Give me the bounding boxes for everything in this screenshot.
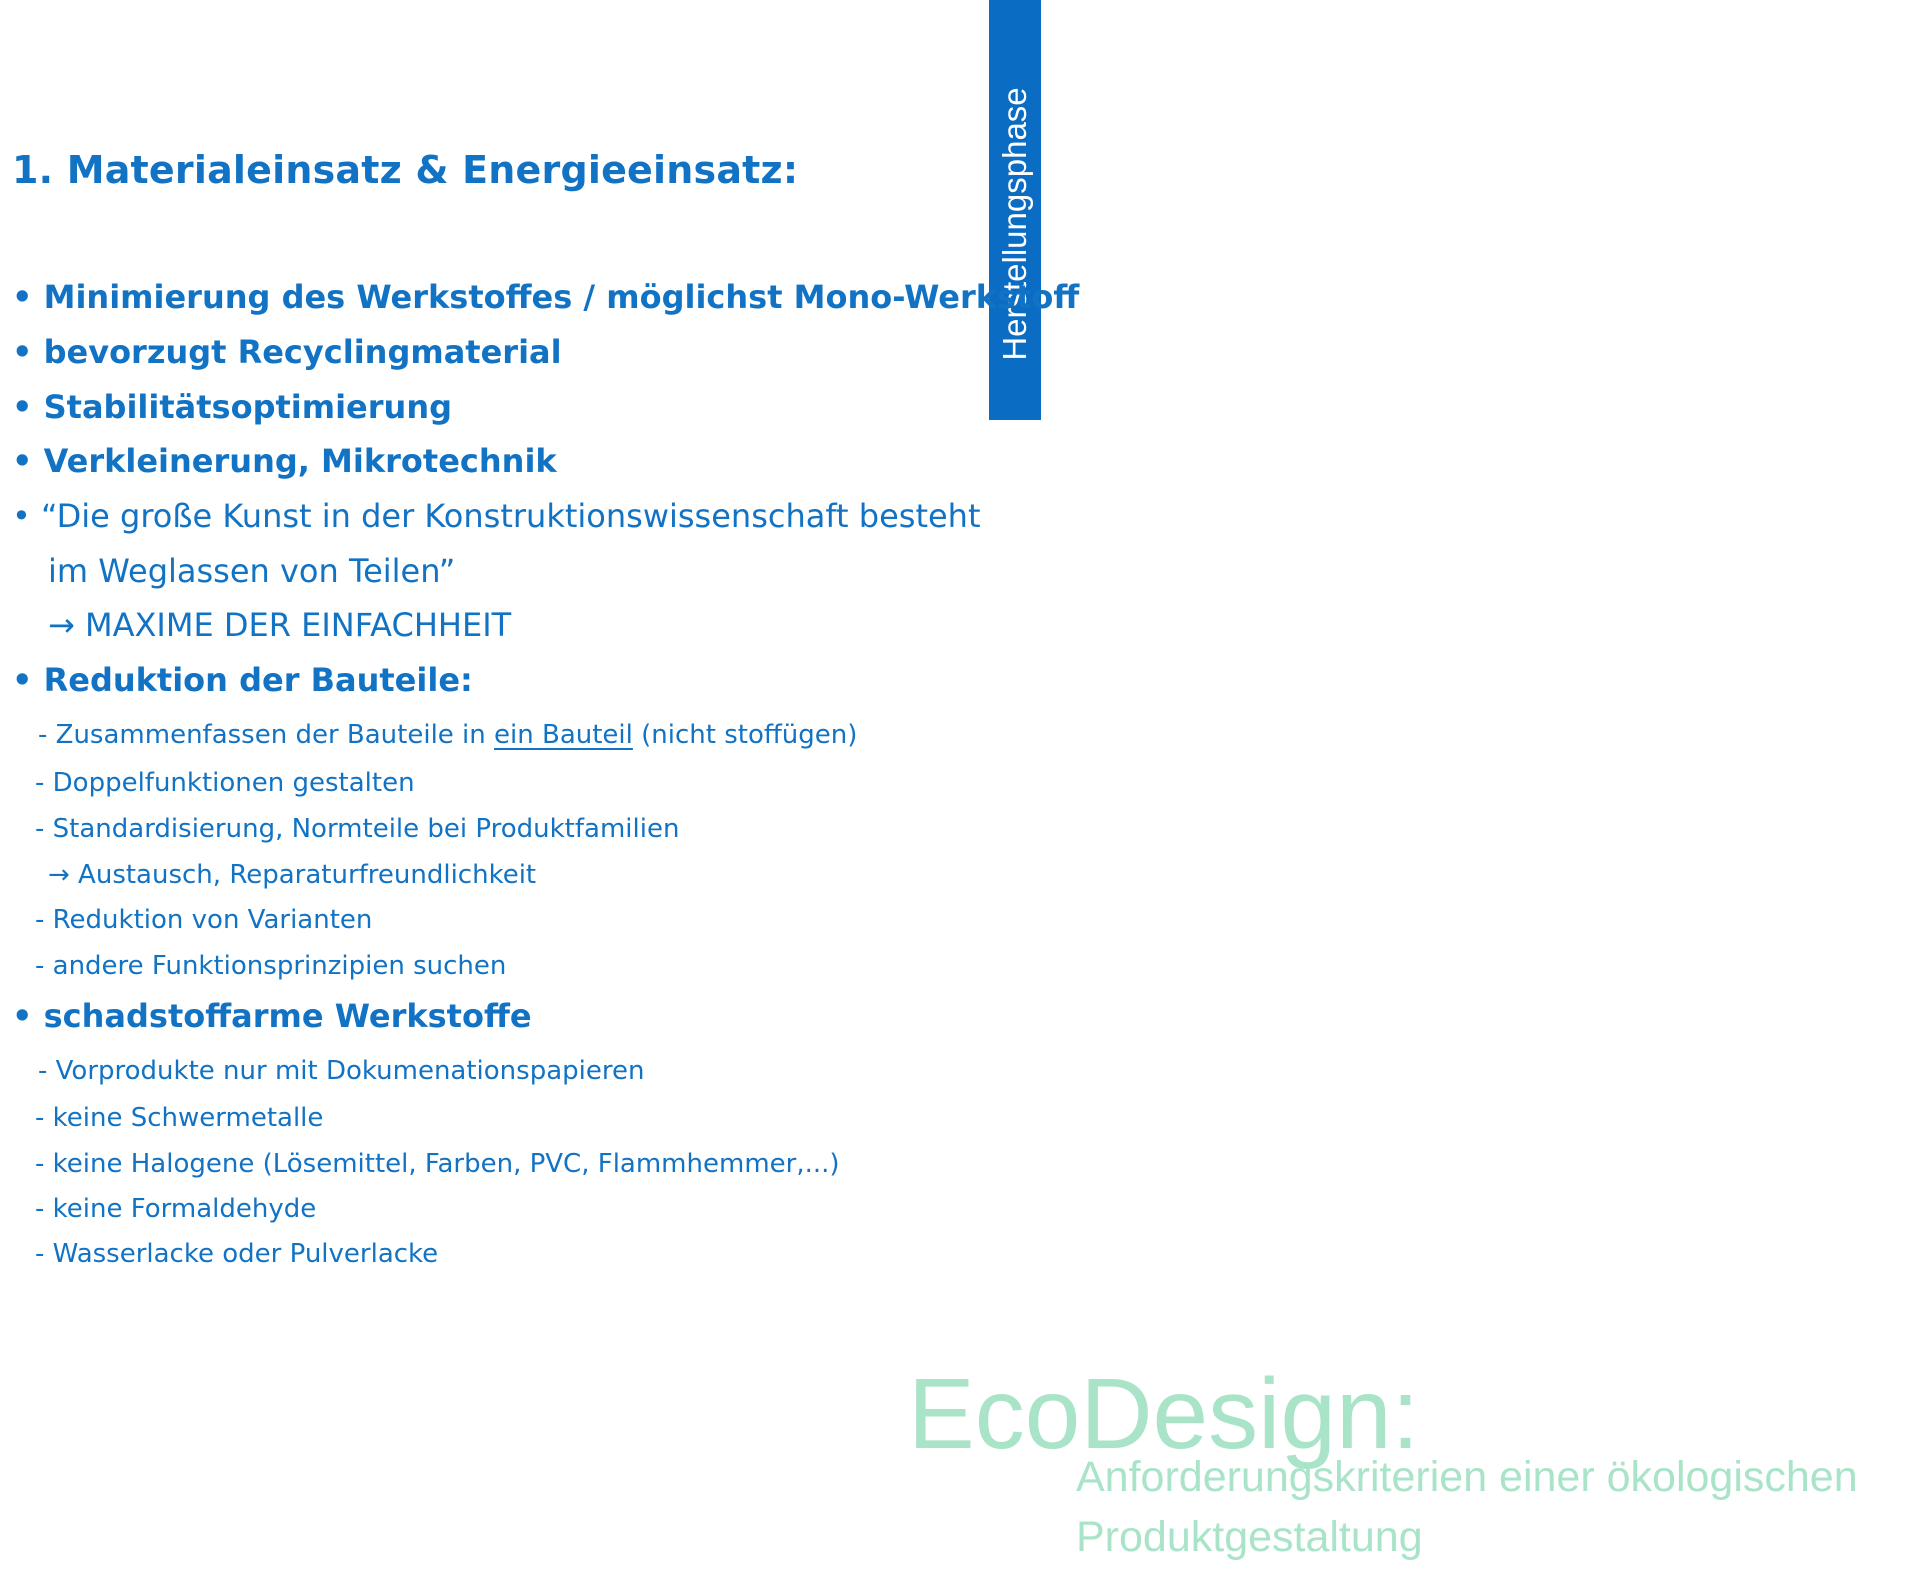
- bullet-schadstoffarm: • schadstoffarme Werkstoffe: [12, 997, 532, 1035]
- bullet-werkstoff: • Minimierung des Werkstoffes / möglichst Mono-Werkstoff: [12, 278, 1080, 316]
- schadstoff-item-vorprodukte: - Vorprodukte nur mit Dokumenationspapieren: [38, 1056, 645, 1086]
- bullet-quote-line2: im Weglassen von Teilen”: [48, 552, 456, 590]
- reduktion-item-doppelfunktionen: - Doppelfunktionen gestalten: [35, 768, 415, 798]
- underlined-text: ein Bauteil: [494, 720, 633, 750]
- reduktion-item-text: - Zusammenfassen der Bauteile in: [38, 720, 495, 750]
- bullet-reduktion: • Reduktion der Bauteile:: [12, 661, 473, 699]
- reduktion-item-text: (nicht stoffügen): [632, 720, 858, 750]
- reduktion-item-funktionsprinzipien: - andere Funktionsprinzipien suchen: [35, 951, 507, 981]
- maxime-arrow-line: → MAXIME DER EINFACHHEIT: [48, 606, 512, 644]
- reduktion-arrow-austausch: → Austausch, Reparaturfreundlichkeit: [48, 860, 537, 890]
- bullet-stabilitaet: • Stabilitätsoptimierung: [12, 388, 452, 426]
- side-tab: [989, 0, 1041, 420]
- ecodesign-subtitle-line2: Produktgestaltung: [1076, 1513, 1423, 1561]
- reduktion-item-standardisierung: - Standardisierung, Normteile bei Produktfamilien: [35, 814, 680, 844]
- schadstoff-item-formaldehyde: - keine Formaldehyde: [35, 1194, 317, 1224]
- schadstoff-item-schwermetalle: - keine Schwermetalle: [35, 1103, 324, 1133]
- ecodesign-title: EcoDesign:: [908, 1358, 1420, 1470]
- ecodesign-subtitle-line1: Anforderungskriterien einer ökologischen: [1076, 1453, 1858, 1501]
- reduktion-item-zusammenfassen: [38, 720, 857, 750]
- side-tab-label: Herstellungsphase: [996, 87, 1033, 361]
- bullet-verkleinerung: • Verkleinerung, Mikrotechnik: [12, 442, 557, 480]
- schadstoff-item-lacke: - Wasserlacke oder Pulverlacke: [35, 1239, 439, 1269]
- bullet-recycling: • bevorzugt Recyclingmaterial: [12, 333, 562, 371]
- reduktion-item-varianten: - Reduktion von Varianten: [35, 905, 373, 935]
- section-heading: 1. Materialeinsatz & Energieeinsatz:: [12, 148, 799, 192]
- schadstoff-item-halogene: - keine Halogene (Lösemittel, Farben, PVC, Flammhemmer,...): [35, 1149, 840, 1179]
- bullet-quote-line1: • “Die große Kunst in der Konstruktionswissenschaft besteht: [12, 497, 981, 535]
